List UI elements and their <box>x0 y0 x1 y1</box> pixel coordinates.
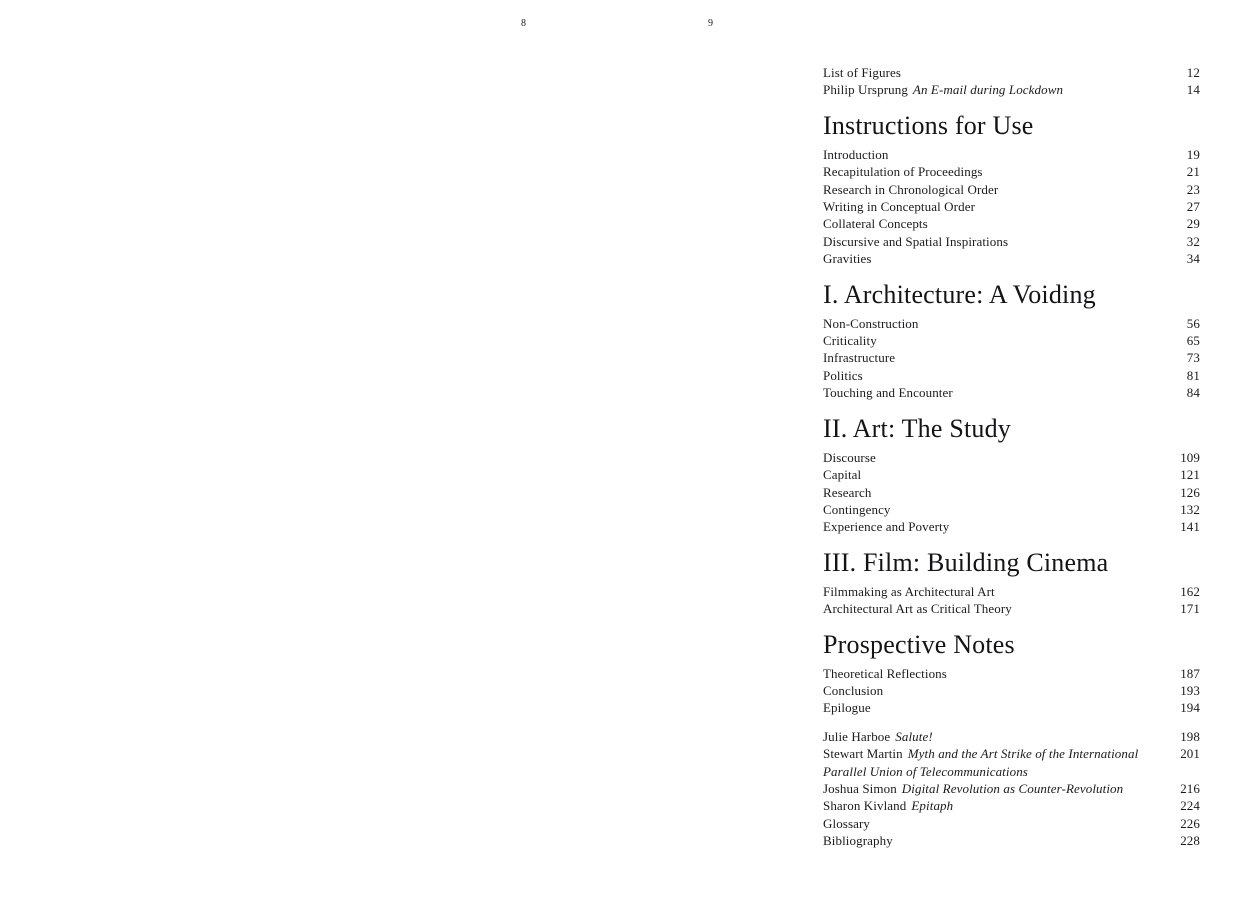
toc-entry-label <box>823 367 1160 384</box>
toc-entry-text: Discourse <box>823 449 876 465</box>
toc-entry <box>823 233 1200 250</box>
toc-entry-label <box>823 181 1160 198</box>
toc-entry-label <box>823 198 1160 215</box>
toc-entry <box>823 583 1200 600</box>
toc-entry-text: Recapitulation of Proceedings <box>823 164 983 180</box>
toc-entry-text: Experience and Poverty <box>823 519 950 535</box>
toc-entry-page: 32 <box>1186 233 1200 249</box>
toc-entry-text: Touching and Encounter <box>823 385 953 401</box>
toc-entry-page: 29 <box>1186 216 1200 232</box>
toc-entry-text: Philip Ursprung <box>823 82 908 98</box>
toc-entry-page: 228 <box>1180 833 1200 849</box>
section-heading: I. Architecture: A Voiding <box>823 279 1096 309</box>
toc-section <box>823 728 1200 850</box>
toc-entry-text: Filmmaking as Architectural Art <box>823 583 995 599</box>
toc-entry-page: 81 <box>1186 367 1200 383</box>
toc-entry <box>823 64 1200 81</box>
toc-entry-label <box>823 215 1160 232</box>
toc-entry-label <box>823 583 1160 600</box>
toc-entry <box>823 81 1200 98</box>
toc-entry-page: 34 <box>1186 251 1200 267</box>
toc-entry-page: 14 <box>1186 82 1200 98</box>
toc-entry <box>823 745 1200 780</box>
toc-entry-text: Stewart Martin <box>823 746 903 762</box>
toc-entry-page: 193 <box>1180 682 1200 698</box>
toc-section <box>823 111 1200 268</box>
toc-entry-page: 132 <box>1180 501 1200 517</box>
toc-entry-page: 56 <box>1186 315 1200 331</box>
toc-entry <box>823 332 1200 349</box>
toc-entry-page: 201 <box>1180 746 1200 762</box>
toc-entry-text: Introduction <box>823 146 889 162</box>
toc-entry-label <box>823 745 1160 780</box>
toc-entry-page: 21 <box>1186 164 1200 180</box>
toc-entry-title-italic: Digital Revolution as Counter-Revolution <box>901 780 1124 796</box>
toc-entry-label <box>823 384 1160 401</box>
toc-entry <box>823 163 1200 180</box>
section-heading: III. Film: Building Cinema <box>823 547 1109 577</box>
toc-entry-label <box>823 699 1160 716</box>
toc-entry-text: Architectural Art as Critical Theory <box>823 601 1012 617</box>
toc-entry-text: Criticality <box>823 333 877 349</box>
toc-entry-title-italic: An E-mail during Lockdown <box>912 82 1064 98</box>
toc-entry-label <box>823 332 1160 349</box>
toc-entry-page: 19 <box>1186 146 1200 162</box>
toc-entry <box>823 215 1200 232</box>
toc-entry-text: Conclusion <box>823 682 884 698</box>
toc-entry-text: Writing in Conceptual Order <box>823 199 975 215</box>
toc-entry-text: Julie Harboe <box>823 728 891 744</box>
toc-entry-text: Gravities <box>823 251 872 267</box>
toc-entry <box>823 384 1200 401</box>
folio-left-page-number: 8 <box>521 18 526 29</box>
toc-entry-page: 216 <box>1180 780 1200 796</box>
toc-entry-label <box>823 797 1160 814</box>
toc-entry-label <box>823 466 1160 483</box>
toc-entry <box>823 815 1200 832</box>
toc-entry-text: Collateral Concepts <box>823 216 928 232</box>
toc-entry-text: Glossary <box>823 815 871 831</box>
toc-entry-page: 226 <box>1180 815 1200 831</box>
toc-entry-label <box>823 832 1160 849</box>
section-heading: II. Art: The Study <box>823 413 1011 443</box>
toc-entry <box>823 250 1200 267</box>
toc-entry-label <box>823 81 1160 98</box>
toc-entry-page: 73 <box>1186 350 1200 366</box>
toc-entry-text: Politics <box>823 367 863 383</box>
toc-entry-label <box>823 349 1160 366</box>
toc-entry-page: 198 <box>1180 728 1200 744</box>
toc-entry-page: 162 <box>1180 583 1200 599</box>
toc-entry-label <box>823 600 1160 617</box>
toc-entry-text: List of Figures <box>823 65 902 80</box>
toc-entry <box>823 315 1200 332</box>
toc-entry <box>823 728 1200 745</box>
toc-section <box>823 280 1200 402</box>
toc-entry-label <box>823 163 1160 180</box>
toc-entry <box>823 484 1200 501</box>
folio-right-page-number: 9 <box>708 18 713 29</box>
toc-entry-page: 141 <box>1180 519 1200 535</box>
toc-entry-text: Research in Chronological Order <box>823 181 999 197</box>
toc-entry-page: 224 <box>1180 798 1200 814</box>
toc-entry-text: Research <box>823 484 872 500</box>
toc-entry <box>823 682 1200 699</box>
toc-entry-text: Bibliography <box>823 833 893 849</box>
toc-entry-label <box>823 682 1160 699</box>
toc-entry <box>823 466 1200 483</box>
toc-entry-title-italic: Myth and the Art Strike of the International Parallel Union of Telecommunications <box>823 746 1139 779</box>
section-heading: Instructions for Use <box>823 110 1034 140</box>
toc-entry-text: Infrastructure <box>823 350 896 366</box>
toc-entry-page: 12 <box>1186 65 1200 80</box>
toc-entry-page: 126 <box>1180 484 1200 500</box>
toc-entry <box>823 600 1200 617</box>
toc-entry <box>823 780 1200 797</box>
toc-entry-text: Contingency <box>823 501 891 517</box>
toc-entry-label <box>823 315 1160 332</box>
toc-entry-label <box>823 64 1160 81</box>
toc-entry-text: Epilogue <box>823 700 871 716</box>
toc-entry <box>823 349 1200 366</box>
toc-entry-title-italic: Salute! <box>895 728 933 744</box>
toc-entry-label <box>823 233 1160 250</box>
toc-entry-label <box>823 728 1160 745</box>
toc-entry-label <box>823 518 1160 535</box>
toc-entry-page: 84 <box>1186 385 1200 401</box>
toc-entry <box>823 518 1200 535</box>
toc-entry-label <box>823 501 1160 518</box>
toc-entry-page: 187 <box>1180 665 1200 681</box>
toc-section <box>823 630 1200 717</box>
toc-entry-text: Joshua Simon <box>823 780 897 796</box>
toc-entry-page: 171 <box>1180 601 1200 617</box>
section-heading: Prospective Notes <box>823 629 1015 659</box>
toc-entry-page: 194 <box>1180 700 1200 716</box>
toc-entry-title-italic: Epitaph <box>911 798 954 814</box>
toc-entry-page: 27 <box>1186 199 1200 215</box>
toc-entry-page: 121 <box>1180 467 1200 483</box>
toc-entry <box>823 198 1200 215</box>
toc-entry <box>823 181 1200 198</box>
toc-entry <box>823 699 1200 716</box>
toc-entry <box>823 797 1200 814</box>
toc-entry <box>823 146 1200 163</box>
toc-entry-label <box>823 665 1160 682</box>
toc-entry-label <box>823 780 1160 797</box>
toc-entry-label <box>823 146 1160 163</box>
toc-entry-page: 109 <box>1180 449 1200 465</box>
toc-entry-page: 23 <box>1186 181 1200 197</box>
toc-entry <box>823 449 1200 466</box>
toc-entry-text: Discursive and Spatial Inspirations <box>823 233 1009 249</box>
toc-section <box>823 64 1200 99</box>
toc-entry-label <box>823 449 1160 466</box>
toc-entry-page: 65 <box>1186 333 1200 349</box>
toc-entry <box>823 665 1200 682</box>
toc-entry-text: Theoretical Reflections <box>823 665 947 681</box>
toc-entry-label <box>823 250 1160 267</box>
toc-entry-text: Sharon Kivland <box>823 798 907 814</box>
toc-entry <box>823 367 1200 384</box>
toc-entry <box>823 832 1200 849</box>
table-of-contents <box>823 64 1200 850</box>
toc-entry-label <box>823 815 1160 832</box>
toc-entry <box>823 501 1200 518</box>
toc-entry-text: Capital <box>823 467 862 483</box>
toc-entry-text: Non-Construction <box>823 315 919 331</box>
toc-section <box>823 548 1200 618</box>
toc-entry-label <box>823 484 1160 501</box>
toc-section <box>823 414 1200 536</box>
